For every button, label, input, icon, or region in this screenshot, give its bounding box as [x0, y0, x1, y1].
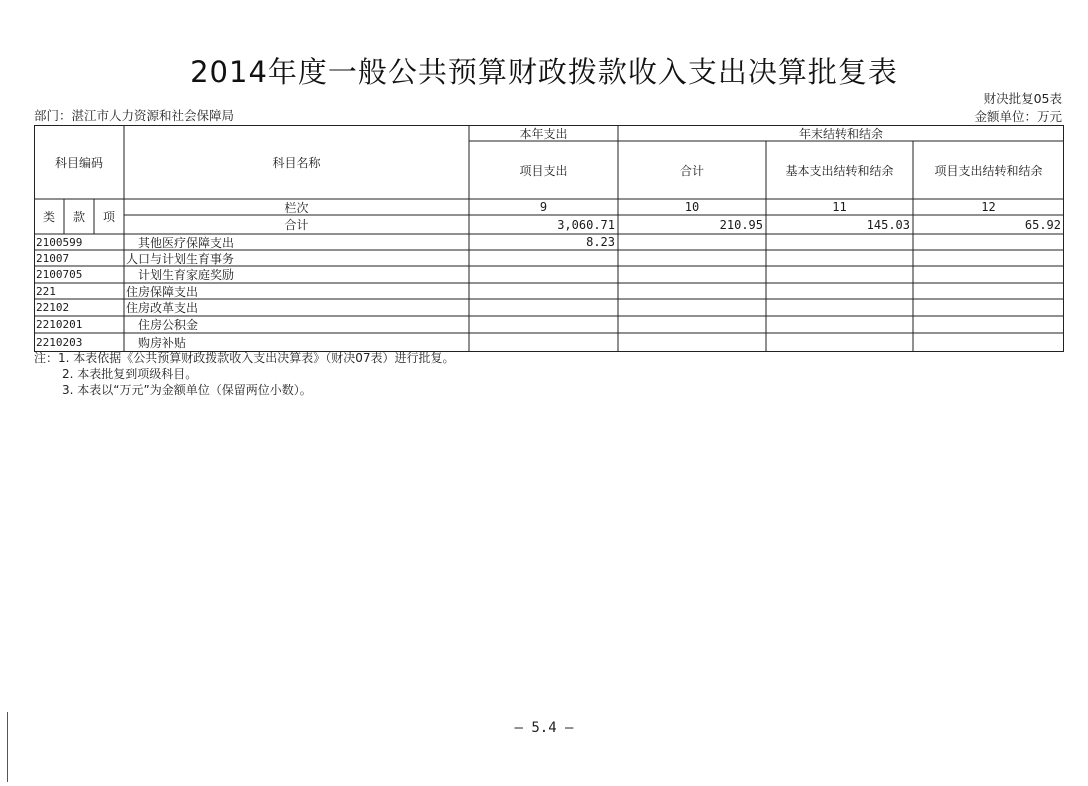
total-label: 合计 [284, 218, 309, 232]
note-2: 2. 本表批复到项级科目。 [62, 367, 198, 381]
header-total: 合计 [679, 163, 704, 178]
lanci-11: 11 [832, 200, 847, 214]
row-name: 其他医疗保障支出 [138, 235, 235, 250]
form-code: 财决批复05表 [983, 91, 1062, 106]
row-name: 购房补贴 [138, 335, 187, 350]
department-label: 部门：湛江市人力资源和社会保障局 [34, 108, 235, 123]
row-code: 2210201 [36, 318, 83, 331]
header-basic-carryover: 基本支出结转和结余 [785, 163, 894, 178]
note-3: 3. 本表以“万元”为金额单位（保留两位小数）。 [62, 383, 312, 397]
row-code: 22102 [36, 301, 70, 314]
header-lei: 类 [42, 210, 55, 224]
row-name: 住房改革支出 [126, 301, 199, 315]
total-yearend-total: 210.95 [719, 217, 763, 232]
scan-edge-line [7, 712, 8, 782]
header-kuan: 款 [72, 210, 85, 224]
row-code: 2210203 [36, 335, 83, 349]
header-info [974, 90, 1062, 126]
header-year-end: 年末结转和结余 [798, 126, 883, 141]
page-title: 2014年度一般公共预算财政拨款收入支出决算批复表 [190, 55, 898, 89]
lanci-label: 栏次 [284, 200, 309, 215]
header-subject-name: 科目名称 [272, 155, 321, 170]
header-subject-code: 科目编码 [54, 155, 103, 170]
row-name: 计划生育家庭奖励 [138, 268, 235, 282]
total-project-carryover: 65.92 [1024, 217, 1061, 232]
header-xiang: 项 [102, 210, 115, 224]
row-name: 人口与计划生育事务 [126, 251, 235, 266]
row-code: 221 [36, 284, 56, 298]
amount-unit: 金额单位：万元 [974, 109, 1062, 124]
page-number: — 5.4 — [514, 720, 574, 736]
header-project-carryover: 项目支出结转和结余 [934, 163, 1043, 178]
row-code: 2100705 [36, 268, 83, 281]
total-project-expense: 3,060.71 [557, 217, 615, 232]
row-code: 21007 [36, 251, 70, 265]
total-basic-carryover: 145.03 [866, 217, 910, 232]
row-name: 住房公积金 [138, 318, 199, 332]
lanci-10: 10 [684, 200, 700, 214]
row-project-expense: 8.23 [586, 235, 615, 249]
header-project-expense: 项目支出 [519, 163, 568, 178]
note-1: 注：1. 本表依据《公共预算财政拨款收入支出决算表》（财决07表）进行批复。 [34, 351, 455, 365]
budget-table [34, 125, 1064, 353]
lanci-9: 9 [539, 200, 548, 214]
table-notes [34, 350, 455, 398]
header-current-year: 本年支出 [519, 126, 568, 141]
row-name: 住房保障支出 [126, 284, 199, 299]
row-code: 2100599 [36, 235, 83, 249]
lanci-12: 12 [981, 200, 996, 214]
